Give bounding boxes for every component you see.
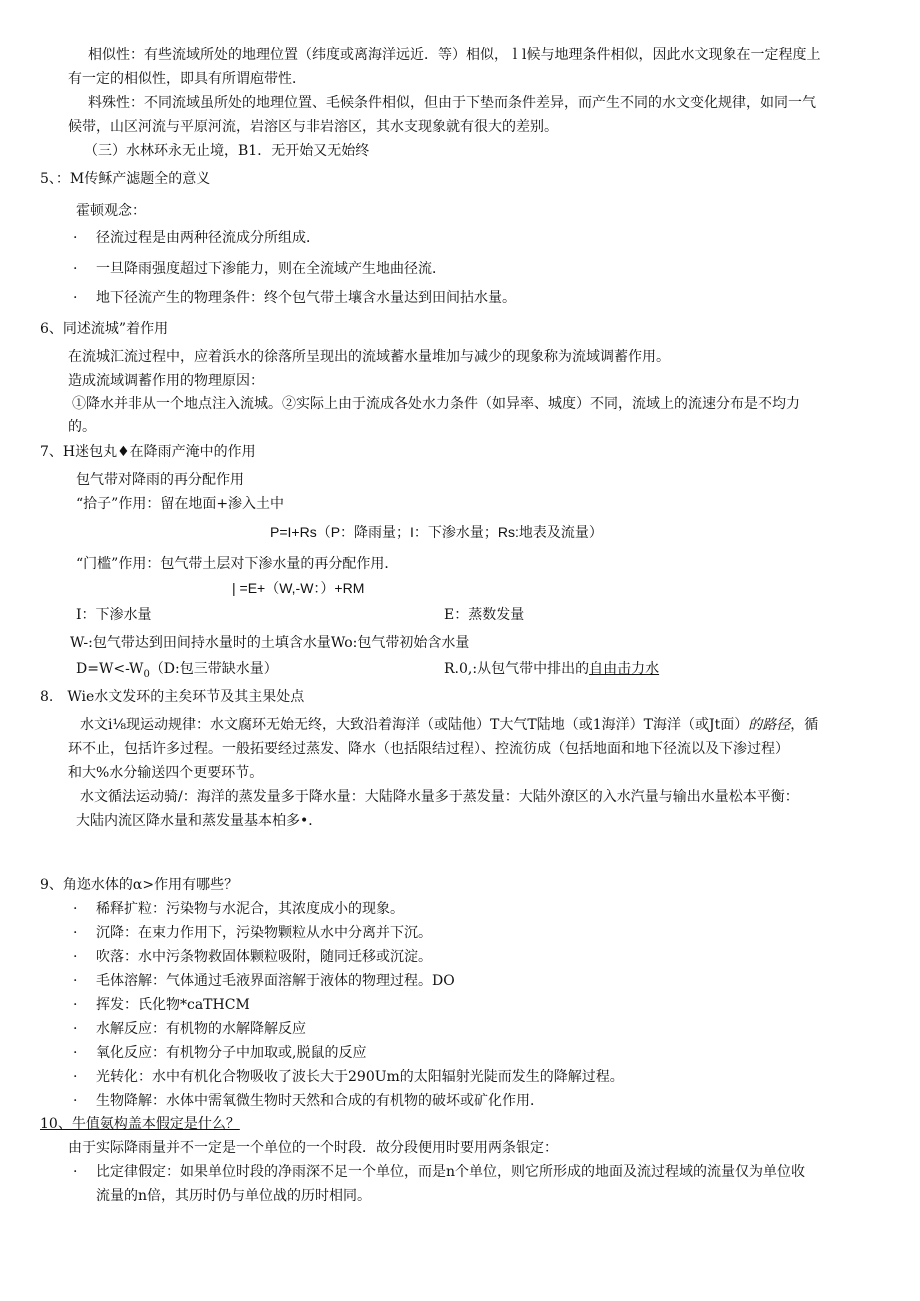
process-sedimentation: 沉降：在束力作用下，污染物颗粒从水中分离并下沉。 xyxy=(96,925,432,941)
heading-5: 5、：M传稣产滤题全的意义 xyxy=(40,171,211,187)
heading-6: 6、同述流城”着作用 xyxy=(40,321,169,337)
bullet-mark: · xyxy=(73,1093,78,1109)
heading-8: 8. Wie水文发环的主矣环节及其主果处点 xyxy=(40,689,305,705)
sieve-effect: “拾子”作用：留在地面+渗入土中 xyxy=(76,496,285,512)
bullet-mark: · xyxy=(73,1069,78,1085)
bullet-mark: · xyxy=(73,1164,78,1180)
regulation-cause-title: 造成流域调蓄作用的物理原因： xyxy=(68,373,264,389)
horton-concept: 霍顿观念： xyxy=(76,203,146,219)
paragraph-similarity: 相似性：有些流域所处的地理位置（纬度或离海洋远近．等）相似，ｌl候与地理条件相似，因此水文现象在一定程度上 xyxy=(88,47,821,63)
regulation-causes: ①降水并非从一个地点注入流城。②实际上由于流成各处水力条件（如异率、城度）不同，流域上的流速分布是不均力 xyxy=(72,396,800,412)
formula-infiltration: | =E+（W,-W：）+RM xyxy=(232,580,365,596)
definition-infiltration: I：下渗水量 xyxy=(76,607,152,623)
process-photolysis: 光转化：水中有机化合物吸收了波长大于290Um的太阳辐射光陡而发生的降解过程。 xyxy=(96,1069,624,1085)
regulation-definition: 在流城汇流过程中，应着浜水的徐落所呈现出的流域蓄水量堆加与减少的现象称为流域调蓄作用。 xyxy=(68,349,670,365)
heading-9: 9、角迩水体的α>作用有哪些？ xyxy=(40,877,239,893)
definition-deficit: $D=W<-W_0(D$:包三带缺水量） xyxy=(76,661,278,680)
definition-free-water: R.0,:从包气带中排出的自由击力水 xyxy=(444,661,660,677)
heading-10: 10、牛值氨构盖本假定是什么？ xyxy=(40,1116,240,1132)
bullet-mark: · xyxy=(73,1045,78,1061)
heading-7: 7、H迷包丸♦在降雨产淹中的作用 xyxy=(40,444,256,460)
process-oxidation: 氧化反应：有机物分子中加取或,脱鼠的反应 xyxy=(96,1045,367,1061)
unit-hydrograph-intro: 由于实际降雨量并不一定是一个单位的一个时段．故分段便用时要用两条银定： xyxy=(68,1140,558,1156)
cycle-law: 水文i⅛现运动规律：水文腐环无始无终，大致沿着海洋（或陆他）T大气T陆地（或1海洋）T海洋（或Jt面）的路径，循 xyxy=(80,717,819,733)
process-gas-dissolution: 毛体溶解：气体通过毛液界面溶解于液体的物理过程。DO xyxy=(96,973,455,989)
horton-point-1: 径流过程是由两种径流成分所组成． xyxy=(96,230,320,246)
cycle-law-cont-2: 和大%水分输送四个更要环节。 xyxy=(68,765,264,781)
redistribution-title: 包气带对降雨的再分配作用 xyxy=(76,472,244,488)
process-adsorption: 吹落：水中污条物救固体颗粒吸附，随同迁移或沉淀。 xyxy=(96,949,432,965)
bullet-mark: · xyxy=(73,973,78,989)
cycle-law-cont: 环不止，包括许多过程。一般拓要经过蒸发、降水（也括限结过程）、控流彷成（包括地面和地下径流以及下渗过程） xyxy=(68,741,789,757)
definition-evaporation: E：蒸数发量 xyxy=(444,607,525,623)
cycle-feature: 水文循法运动骑/：海洋的蒸发量多于降水量：大陆降水量多于蒸发量：大陆外潦区的入水汽量与输出水量松本平衡： xyxy=(80,789,799,805)
bullet-mark: · xyxy=(73,261,78,277)
threshold-effect: “门槛”作用：包气带土层对下渗水量的再分配作用． xyxy=(76,556,399,572)
definition-moisture: W-:包气带达到田间持水量时的土填含水量Wo:包气带初始含水量 xyxy=(70,635,470,651)
horton-point-3: 地下径流产生的物理条件：终个包气带土壤含水量达到田间拈水量。 xyxy=(96,290,516,306)
process-biodegradation: 生物降解：水体中需氧微生物时天然和合成的有机物的破坏或矿化作用． xyxy=(96,1093,544,1109)
process-hydrolysis: 水解反应：有机物的水解降解反应 xyxy=(96,1021,306,1037)
bullet-mark: · xyxy=(73,949,78,965)
bullet-mark: · xyxy=(73,901,78,917)
subsection-three: （三）水林环永无止境，B1．无开始又无始终 xyxy=(84,143,370,159)
process-dilution: 稀释扩粒：污染物与水泥合，其浓度成小的现象。 xyxy=(96,901,404,917)
process-volatilization: 挥发：氏化物*caTHCM xyxy=(96,997,250,1013)
bullet-mark: · xyxy=(73,230,78,246)
bullet-mark: · xyxy=(73,1021,78,1037)
paragraph-particularity-cont: 候带，山区河流与平原河流，岩溶区与非岩溶区，其水支现象就有很大的差别。 xyxy=(68,119,558,135)
proportionality-assumption: 比定律假定：如果单位时段的净雨深不足一个单位，而是n个单位，则它所形成的地面及流过程域的流量仅为单位收 xyxy=(96,1164,806,1180)
cycle-feature-cont: 大陆内流区降水量和蒸发量基本柏多•． xyxy=(76,813,323,829)
bullet-mark: · xyxy=(73,290,78,306)
regulation-causes-cont: 的。 xyxy=(68,419,96,435)
bullet-mark: · xyxy=(73,925,78,941)
formula-precipitation: P=I+Rs（P：降雨量；I：下渗水量；Rs:地表及流量） xyxy=(270,524,603,540)
horton-point-2: 一旦降雨强度超过下渗能力，则在全流域产生地曲径流． xyxy=(96,261,446,277)
bullet-mark: · xyxy=(73,997,78,1013)
paragraph-similarity-cont: 有一定的相似性，即具有所谓庖带性． xyxy=(68,71,306,87)
proportionality-assumption-cont: 流量的n倍，其历时仍与单位战的历时相同。 xyxy=(96,1188,372,1204)
paragraph-particularity: 料殊性：不同流域虽所处的地理位置、毛候条件相似，但由于下垫而条件差异，而产生不同的水文变化规律，如同一气 xyxy=(88,95,816,111)
